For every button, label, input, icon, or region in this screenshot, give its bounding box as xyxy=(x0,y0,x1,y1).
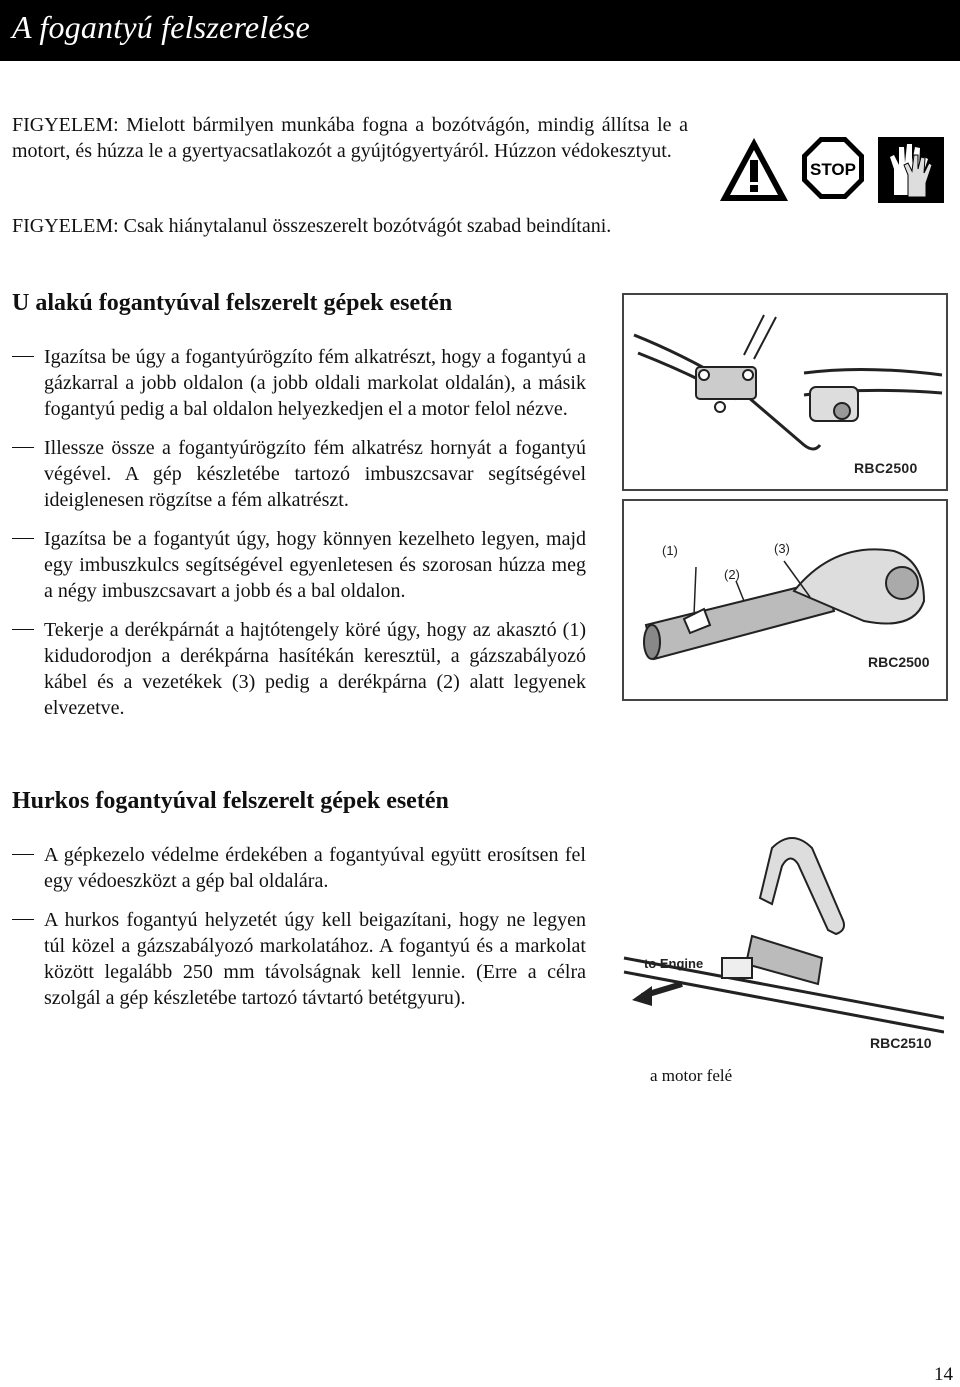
stop-sign-text: STOP xyxy=(810,160,856,179)
dash-bullet xyxy=(12,538,34,539)
stop-sign-icon xyxy=(802,137,864,199)
waist-pad-illustration xyxy=(624,501,946,699)
loop-handle-steps xyxy=(12,842,586,1024)
list-item xyxy=(12,435,586,513)
page-header xyxy=(0,0,960,61)
dash-bullet xyxy=(12,447,34,448)
figure-model-label: RBC2500 xyxy=(854,460,918,476)
safety-icons xyxy=(718,135,946,205)
figure-caption: a motor felé xyxy=(650,1066,733,1085)
callout-2: (2) xyxy=(724,567,740,582)
loop-handle-illustration xyxy=(622,808,944,1058)
section-heading-u-handle: U alakú fogantyúval felszerelt gépek esetén xyxy=(12,290,453,316)
list-item-text: A hurkos fogantyú helyzetét úgy kell beigazítani, hogy ne legyen túl közel a gázszabályozó markolatához. A fogantyú és a markolat között legalább 250 mm távolságnak kell lennie. (Erre a célra szolgál a gép készletébe tartozó távtartó betétgyuru). xyxy=(44,909,586,1009)
dash-bullet xyxy=(12,919,34,920)
callout-3: (3) xyxy=(774,541,790,556)
list-item-text: Igazítsa be a fogantyút úgy, hogy könnyen kezelheto legyen, majd egy imbuszkulcs segítségével egyenletesen és szorosan húzza meg a négy imbuszcsavart a jobb és a bal oldalon. xyxy=(44,528,586,602)
warning-triangle-icon xyxy=(720,138,788,201)
warning-text-2: FIGYELEM: Csak hiánytalanul összeszerelt bozótvágót szabad beindítani. xyxy=(12,215,612,237)
page-number: 14 xyxy=(934,1364,953,1385)
list-item xyxy=(12,617,586,721)
list-item xyxy=(12,842,586,894)
dash-bullet xyxy=(12,356,34,357)
u-handle-bracket-illustration xyxy=(624,295,946,489)
section-heading-loop-handle: Hurkos fogantyúval felszerelt gépek esetén xyxy=(12,788,449,814)
arrow-label: to Engine xyxy=(644,956,704,971)
figure-model-label: RBC2500 xyxy=(868,654,930,670)
figure-loop-handle xyxy=(622,808,944,1058)
dash-bullet xyxy=(12,854,34,855)
list-item xyxy=(12,526,586,604)
page-title: A fogantyú felszerelése xyxy=(12,9,310,45)
figure-u-handle-bracket xyxy=(622,293,948,491)
list-item-text: Tekerje a derékpárnát a hajtótengely köré úgy, hogy az akasztó (1) kidudorodjon a derékpárna hasítékán keresztül, a gázszabályozó kábel és a vezetékek (3) pedig a derékpárna (2) alatt legyenek elvezetve. xyxy=(44,619,586,719)
figure-model-label: RBC2510 xyxy=(870,1035,932,1051)
u-handle-steps xyxy=(12,344,586,734)
figure-waist-pad xyxy=(622,499,948,701)
callout-1: (1) xyxy=(662,543,678,558)
warning-text-1: FIGYELEM: Mielott bármilyen munkába fogna a bozótvágón, mindig állítsa le a motort, és húzza le a gyertyacsatlakozót a gyújtógyertyáról. Húzzon védokesztyut. xyxy=(12,114,688,162)
list-item-text: Igazítsa be úgy a fogantyúrögzíto fém alkatrészt, hogy a fogantyú a gázkarral a jobb oldalon (a jobb oldali markolat oldalán), a másik fogantyú pedig a bal oldalon helyezkedjen el a motor felol nézve. xyxy=(44,346,586,420)
list-item-text: Illessze össze a fogantyúrögzíto fém alkatrész hornyát a fogantyú végével. A gép készletébe tartozó imbuszcsavar segítségével ideiglenesen rögzítse a fém alkatrészt. xyxy=(44,437,586,511)
gloves-icon xyxy=(878,137,944,203)
list-item xyxy=(12,344,586,422)
dash-bullet xyxy=(12,629,34,630)
list-item xyxy=(12,907,586,1011)
list-item-text: A gépkezelo védelme érdekében a fogantyúval együtt erosítsen fel egy védoeszközt a gép bal oldalára. xyxy=(44,844,586,892)
